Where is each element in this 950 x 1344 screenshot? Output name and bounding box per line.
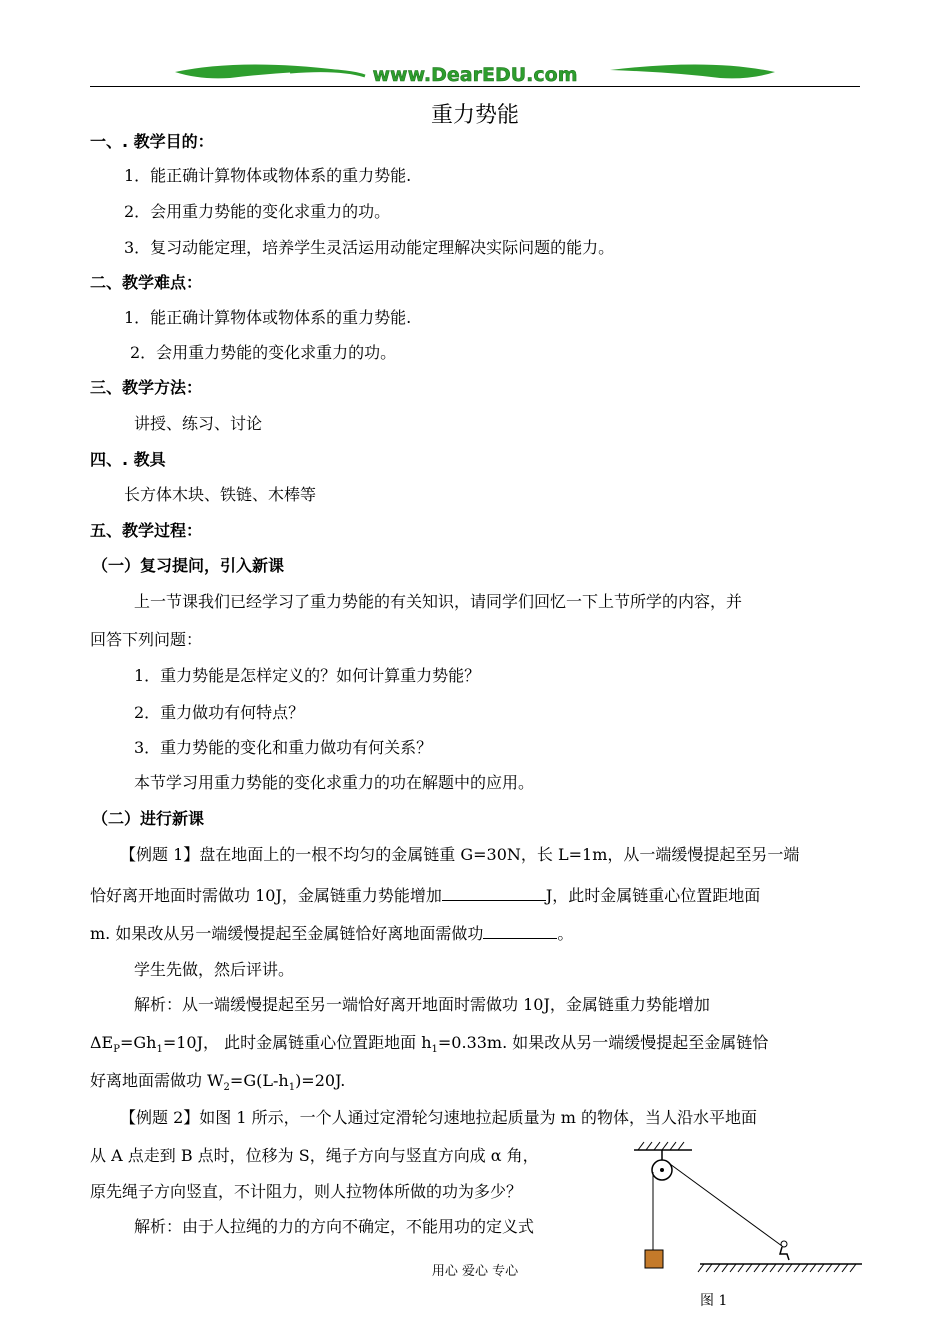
- paragraph: 上一节课我们已经学习了重力势能的有关知识，请同学们回忆一下上节所学的内容，并: [134, 592, 743, 611]
- subsection-heading-review: （一）复习提问，引入新课: [92, 556, 285, 575]
- section-heading-methods: 三、教学方法：: [90, 378, 203, 397]
- section-heading-objectives: 一、. 教学目的：: [90, 132, 214, 151]
- example1-fragment: 恰好离开地面时需做功 10J，金属链重力势能增加: [90, 886, 442, 905]
- paragraph: 回答下列问题：: [90, 630, 203, 649]
- list-item: 1．能正确计算物体或物体系的重力势能.: [124, 166, 412, 185]
- paragraph: 学生先做，然后评讲。: [134, 960, 295, 979]
- answer-blank: [442, 884, 546, 901]
- example1-text: [90, 884, 760, 906]
- question-item: 3．重力势能的变化和重力做功有何关系？: [134, 738, 433, 757]
- site-logo-text: www.DearEDU.com: [372, 64, 578, 86]
- list-item: 2．会用重力势能的变化求重力的功。: [130, 343, 397, 362]
- list-item: 3．复习动能定理，培养学生灵活运用动能定理解决实际问题的能力。: [124, 238, 615, 257]
- example2-text: 【例题 2】如图 1 所示，一个人通过定滑轮匀速地拉起质量为 m 的物体，当人沿水平地面: [120, 1108, 757, 1127]
- header-rule: [90, 86, 860, 87]
- question-item: 1．重力势能是怎样定义的？如何计算重力势能？: [134, 666, 481, 685]
- answer-blank: [483, 922, 557, 939]
- example1-text: [90, 922, 573, 944]
- example1-fragment: 。: [557, 924, 574, 943]
- page-title: 重力势能: [430, 103, 519, 128]
- list-item: 2．会用重力势能的变化求重力的功。: [124, 202, 391, 221]
- section-heading-tools: 四、. 教具: [90, 450, 166, 469]
- person-icon: [780, 1241, 789, 1260]
- methods-text: 讲授、练习、讨论: [134, 414, 263, 433]
- section-heading-process: 五、教学过程：: [90, 521, 203, 540]
- right-leaf-icon: [610, 64, 775, 78]
- list-item: 1．能正确计算物体或物体系的重力势能.: [124, 308, 412, 327]
- page-footer: 用心 爱心 专心: [431, 1264, 519, 1279]
- subsection-heading-new: （二）进行新课: [92, 809, 205, 828]
- example1-solution: 解析：从一端缓慢提起至另一端恰好离开地面时需做功 10J，金属链重力势能增加: [134, 995, 710, 1014]
- example2-solution: 解析：由于人拉绳的力的方向不确定，不能用功的定义式: [134, 1217, 535, 1236]
- example1-fragment: J，此时金属链重心位置距地面: [545, 886, 761, 905]
- example1-solution: $\Delta E_P=Gh_1=10J$， 此时金属链重心位置距地面 $h_1=0.33m$. 如果改从另一端缓慢提起至金属链恰: [90, 1033, 769, 1056]
- section-heading-difficulties: 二、教学难点：: [90, 273, 203, 292]
- figure-caption: 图 1: [700, 1293, 728, 1309]
- example2-text: 从 A 点走到 B 点时，位移为 S，绳子方向与竖直方向成 α 角，: [90, 1146, 539, 1165]
- tools-text: 长方体木块、铁链、木棒等: [124, 485, 317, 504]
- question-item: 2．重力做功有何特点？: [134, 703, 305, 722]
- example1-fragment: m. 如果改从另一端缓慢提起至金属链恰好离地面需做功: [90, 924, 484, 943]
- example1-text: 【例题 1】盘在地面上的一根不均匀的金属链重 G=30N，长 L=1m，从一端缓慢提起至另一端: [120, 845, 800, 864]
- example1-solution: 好离地面需做功 $W_2=G(L-h_1)=20J$.: [90, 1071, 346, 1094]
- example2-text: 原先绳子方向竖直，不计阻力，则人拉物体所做的功为多少？: [90, 1182, 523, 1201]
- paragraph: 本节学习用重力势能的变化求重力的功在解题中的应用。: [134, 773, 535, 792]
